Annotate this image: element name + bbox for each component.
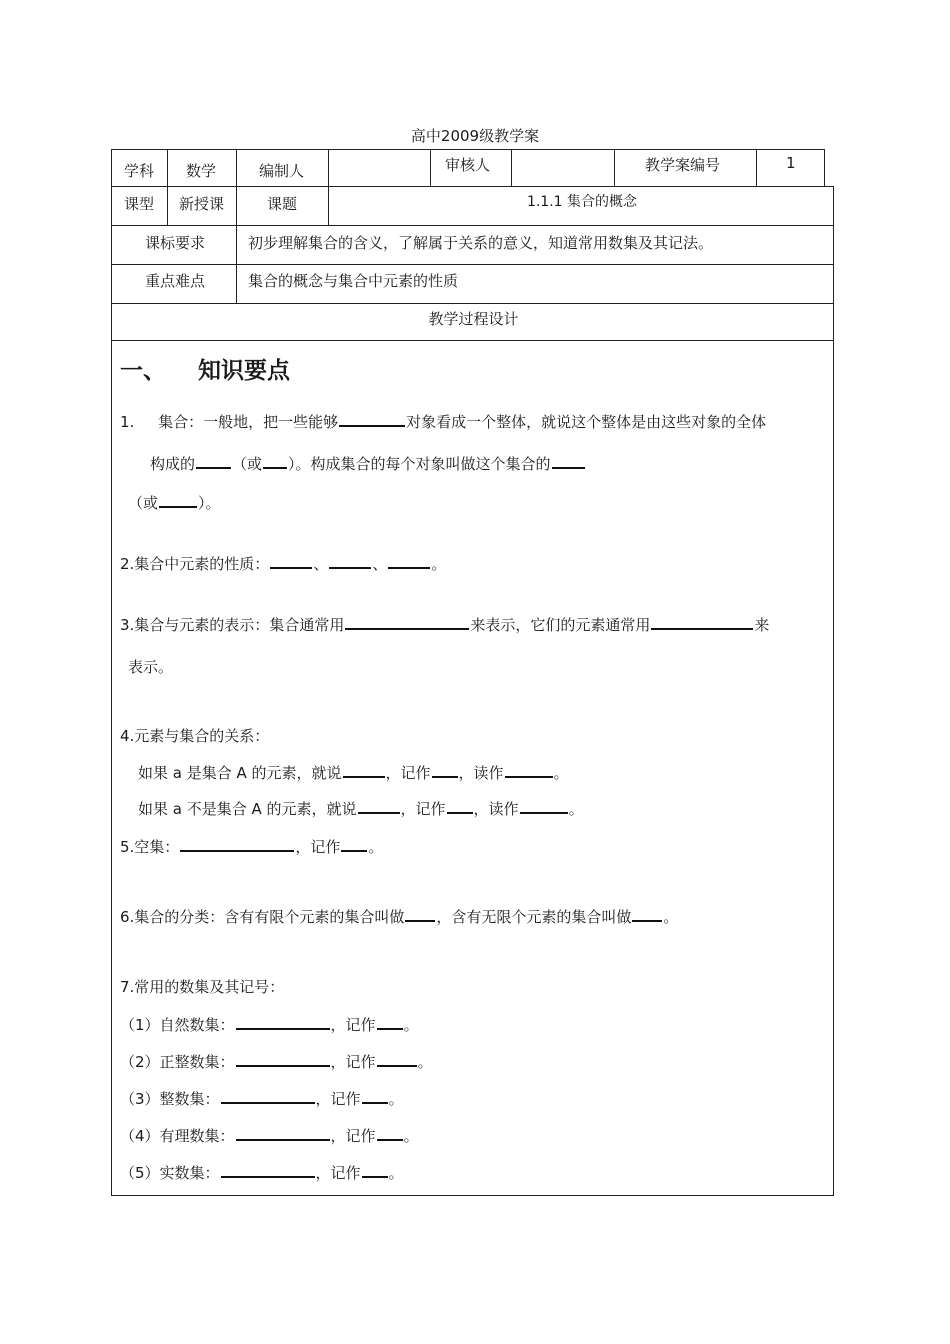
q7-1-a: （1）自然数集：: [120, 1016, 235, 1034]
q2-blank-2[interactable]: [329, 553, 371, 569]
q6-a: 6.集合的分类：含有有限个元素的集合叫做: [120, 908, 405, 926]
document-title: 高中2009级教学案: [410, 127, 540, 145]
question-1-line-2: [150, 453, 586, 474]
q1-text-f: （或: [128, 494, 159, 512]
q1-blank-2[interactable]: [196, 453, 231, 469]
question-4-title: 4.元素与集合的关系：: [120, 727, 270, 745]
q7-2-b: ，记作: [330, 1053, 376, 1071]
q4-l2-b: ，记作: [400, 800, 446, 818]
type-label: 课型: [124, 195, 155, 213]
q7-4-b: ，记作: [330, 1127, 376, 1145]
reviewer-label: 审核人: [445, 156, 491, 174]
q6-c: 。: [663, 908, 679, 926]
q7-3-blank-2[interactable]: [362, 1088, 388, 1104]
q7-1-blank-2[interactable]: [377, 1014, 403, 1030]
q6-blank-1[interactable]: [405, 906, 435, 922]
q1-text-c: 构成的: [150, 455, 196, 473]
q4-l1-blank-1[interactable]: [343, 762, 385, 778]
q5-a: 5.空集：: [120, 838, 180, 856]
q1-blank-4[interactable]: [552, 453, 585, 469]
author-label: 编制人: [259, 162, 305, 180]
q1-text-g: ）。: [198, 494, 221, 512]
q2-text: 2.集合中元素的性质：: [120, 555, 270, 573]
q7-4-blank-1[interactable]: [236, 1125, 330, 1141]
q1-blank-3[interactable]: [263, 453, 287, 469]
cell-reviewer-label: [430, 149, 512, 187]
q7-3-a: （3）整数集：: [120, 1090, 220, 1108]
question-4-line-2: [138, 798, 584, 819]
q4-l1-a: 如果 a 是集合 A 的元素，就说: [138, 764, 342, 782]
q7-3-blank-1[interactable]: [221, 1088, 315, 1104]
q7-1-b: ，记作: [330, 1016, 376, 1034]
question-7-item-5: [120, 1162, 404, 1183]
q7-2-c: 。: [417, 1053, 433, 1071]
subject-label: 学科: [124, 162, 155, 180]
q1-text-a: 集合：一般地，把一些能够: [158, 413, 339, 431]
q1-text-b: 对象看成一个整体，就说这个整体是由这些对象的全体: [406, 413, 767, 431]
q7-5-blank-2[interactable]: [362, 1162, 388, 1178]
cell-process-label: [111, 303, 834, 341]
question-5: [120, 836, 383, 857]
cell-subject-label: [111, 149, 168, 187]
question-1-line-1: [120, 411, 766, 432]
topic-label: 课题: [267, 195, 298, 213]
question-4-line-1: [138, 762, 569, 783]
cell-subject-value: [167, 149, 237, 187]
q7-4-c: 。: [403, 1127, 419, 1145]
q2-sep-1: 、: [313, 555, 329, 573]
keypoint-label: 重点难点: [144, 272, 205, 290]
process-label: 教学过程设计: [428, 310, 519, 328]
q7-2-blank-1[interactable]: [236, 1051, 330, 1067]
q3-blank-1[interactable]: [345, 614, 469, 630]
q5-b: ，记作: [295, 838, 341, 856]
cell-requirement-value: [236, 225, 834, 265]
q7-5-a: （5）实数集：: [120, 1164, 220, 1182]
q7-4-a: （4）有理数集：: [120, 1127, 235, 1145]
q1-number: 1.: [120, 413, 135, 431]
type-value: 新授课: [179, 195, 225, 213]
q3-text-b: 来表示，它们的元素通常用: [470, 616, 651, 634]
question-3-line-1: [120, 614, 769, 635]
question-7-item-1: [120, 1014, 419, 1035]
cell-type-label: [111, 186, 168, 226]
cell-requirement-label: [111, 225, 237, 265]
cell-topic-label: [236, 186, 329, 226]
q2-blank-3[interactable]: [388, 553, 430, 569]
cell-topic-value: [328, 186, 834, 226]
question-7-item-3: [120, 1088, 404, 1109]
q7-5-blank-1[interactable]: [221, 1162, 315, 1178]
q7-2-a: （2）正整数集：: [120, 1053, 235, 1071]
section-heading: 一、 知识要点: [120, 358, 291, 384]
q7-3-b: ，记作: [315, 1090, 361, 1108]
q7-4-blank-2[interactable]: [377, 1125, 403, 1141]
q4-l2-blank-1[interactable]: [358, 798, 400, 814]
cell-type-value: [167, 186, 237, 226]
q2-blank-1[interactable]: [270, 553, 312, 569]
q4-l2-a: 如果 a 不是集合 A 的元素，就说: [138, 800, 357, 818]
q2-end: 。: [431, 555, 447, 573]
q7-2-blank-2[interactable]: [377, 1051, 417, 1067]
requirement-label: 课标要求: [144, 234, 205, 252]
question-2: [120, 553, 446, 574]
q4-l1-b: ，记作: [385, 764, 431, 782]
keypoint-value: 集合的概念与集合中元素的性质: [248, 272, 459, 290]
q3-text-a: 3.集合与元素的表示：集合通常用: [120, 616, 345, 634]
cell-code-value: [756, 149, 825, 187]
q4-l2-blank-2[interactable]: [447, 798, 473, 814]
q5-blank-2[interactable]: [341, 836, 367, 852]
q4-l1-d: 。: [553, 764, 569, 782]
q7-5-c: 。: [388, 1164, 404, 1182]
question-3-line-2: 表示。: [128, 658, 174, 676]
q4-l1-blank-2[interactable]: [432, 762, 458, 778]
q2-sep-2: 、: [372, 555, 388, 573]
q5-blank-1[interactable]: [180, 836, 294, 852]
q3-blank-2[interactable]: [651, 614, 753, 630]
q4-l1-blank-3[interactable]: [505, 762, 553, 778]
cell-author-label: [236, 149, 329, 187]
q1-blank-1[interactable]: [339, 411, 405, 427]
code-value: 1: [786, 154, 796, 172]
question-6: [120, 906, 678, 927]
q7-3-c: 。: [388, 1090, 404, 1108]
requirement-value: 初步理解集合的含义，了解属于关系的意义，知道常用数集及其记法。: [248, 234, 714, 252]
q3-text-c: 来: [754, 616, 770, 634]
question-1-line-3: [128, 492, 221, 513]
cell-code-label: [614, 149, 757, 187]
q4-l2-blank-3[interactable]: [520, 798, 568, 814]
q1-blank-5[interactable]: [159, 492, 197, 508]
topic-value: 1.1.1 集合的概念: [526, 194, 638, 210]
q7-1-blank-1[interactable]: [236, 1014, 330, 1030]
cell-keypoint-label: [111, 264, 237, 304]
q1-text-d: （或: [232, 455, 263, 473]
cell-keypoint-value: [236, 264, 834, 304]
cell-reviewer-value: [511, 149, 615, 187]
q4-l2-d: 。: [568, 800, 584, 818]
q6-blank-2[interactable]: [632, 906, 662, 922]
code-label: 教学案编号: [645, 156, 721, 174]
q6-b: ，含有无限个元素的集合叫做: [436, 908, 632, 926]
q4-l2-c: ，读作: [473, 800, 519, 818]
q7-1-c: 。: [403, 1016, 419, 1034]
q5-c: 。: [368, 838, 384, 856]
subject-value: 数学: [186, 162, 217, 180]
q1-text-e: ）。构成集合的每个对象叫做这个集合的: [288, 455, 551, 473]
q4-l1-c: ，读作: [458, 764, 504, 782]
cell-author-value: [328, 149, 431, 187]
question-7-item-4: [120, 1125, 419, 1146]
q7-5-b: ，记作: [315, 1164, 361, 1182]
question-7-title: 7.常用的数集及其记号：: [120, 978, 285, 996]
question-7-item-2: [120, 1051, 433, 1072]
